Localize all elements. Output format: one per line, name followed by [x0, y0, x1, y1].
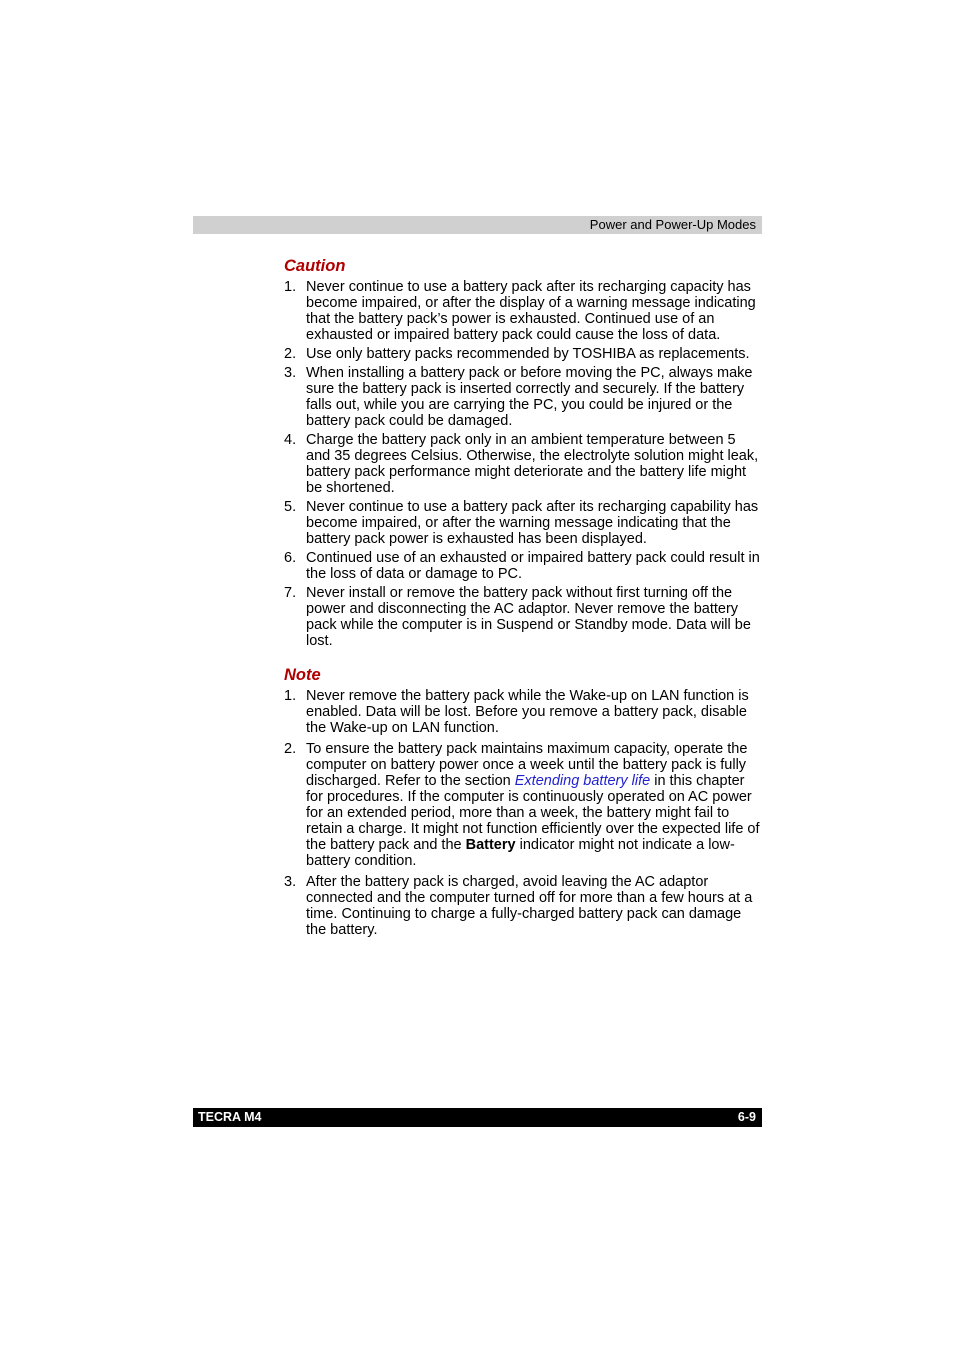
caution-item: [284, 432, 762, 496]
item-text-part: To ensure the battery pack maintains maximum capacity, operate the computer on battery power once a week until the battery pack is fully discharged. Refer to the section: [306, 741, 748, 789]
running-footer: [193, 1108, 762, 1127]
note-item: [284, 741, 762, 869]
item-number: 3.: [284, 874, 297, 890]
page-content: [284, 256, 762, 943]
item-text: Use only battery packs recommended by TOSHIBA as replacements.: [306, 346, 750, 362]
item-text: When installing a battery pack or before moving the PC, always make sure the battery pack is inserted correctly and securely. If the battery falls out, while you are carrying the PC, you could be injured or the battery pack could be damaged.: [306, 365, 753, 429]
item-text: Never continue to use a battery pack after its recharging capacity has become impaired, or after the display of a warning message indicating that the battery pack’s power is exhausted. Continued use of an exhausted or impaired battery pack could cause the loss of data.: [306, 279, 756, 343]
extending-battery-life-link[interactable]: Extending battery life: [514, 773, 651, 789]
note-heading: Note: [284, 666, 321, 684]
caution-item: [284, 279, 762, 343]
item-text: Never remove the battery pack while the Wake-up on LAN function is enabled. Data will be lost. Before you remove a battery pack, disable the Wake-up on LAN function.: [306, 688, 749, 736]
note-item: [284, 688, 762, 736]
item-number: 7.: [284, 585, 297, 601]
item-number: 2.: [284, 741, 297, 757]
footer-page-number: 6-9: [737, 1110, 756, 1124]
header-chapter-title: Power and Power-Up Modes: [589, 217, 756, 232]
item-number: 4.: [284, 432, 297, 448]
item-text: Continued use of an exhausted or impaired battery pack could result in the loss of data or damage to PC.: [306, 550, 760, 582]
caution-heading: Caution: [284, 257, 346, 275]
item-text: [306, 741, 762, 869]
caution-item: [284, 499, 762, 547]
item-number: 1.: [284, 279, 297, 295]
caution-item: [284, 346, 762, 362]
running-header: [193, 216, 762, 234]
caution-item: [284, 550, 762, 582]
item-text: After the battery pack is charged, avoid leaving the AC adaptor connected and the computer turned off for more than a few hours at a time. Continuing to charge a fully-charged battery pack can damage the battery.: [306, 874, 753, 938]
item-text: Charge the battery pack only in an ambient temperature between 5 and 35 degrees Celsius. Otherwise, the electrolyte solution might leak, battery pack performance might deteriorate and the battery life might be shortened.: [306, 432, 759, 496]
note-list: [284, 688, 762, 938]
battery-indicator-term: Battery: [465, 837, 516, 853]
item-number: 2.: [284, 346, 297, 362]
item-text: Never install or remove the battery pack without first turning off the power and disconnecting the AC adaptor. Never remove the battery pack while the computer is in Suspend or Standby mode. Data will be lost.: [306, 585, 751, 649]
item-number: 6.: [284, 550, 297, 566]
item-number: 1.: [284, 688, 297, 704]
caution-list: [284, 279, 762, 649]
caution-item: [284, 365, 762, 429]
item-number: 5.: [284, 499, 297, 515]
item-text: Never continue to use a battery pack after its recharging capability has become impaired, or after the warning message indicating that the battery pack power is exhausted has been displayed.: [306, 499, 759, 547]
note-item: [284, 874, 762, 938]
item-number: 3.: [284, 365, 297, 381]
footer-product-name: TECRA M4: [198, 1110, 262, 1124]
caution-item: [284, 585, 762, 649]
item-text-part: in this chapter for procedures. If the computer is continuously operated on AC power for an extended period, more than a week, the battery might fail to retain a charge. It might not function efficiently over the expected life of the battery pack and the: [306, 773, 760, 853]
item-text-part: indicator might not indicate a low-battery condition.: [306, 837, 735, 869]
